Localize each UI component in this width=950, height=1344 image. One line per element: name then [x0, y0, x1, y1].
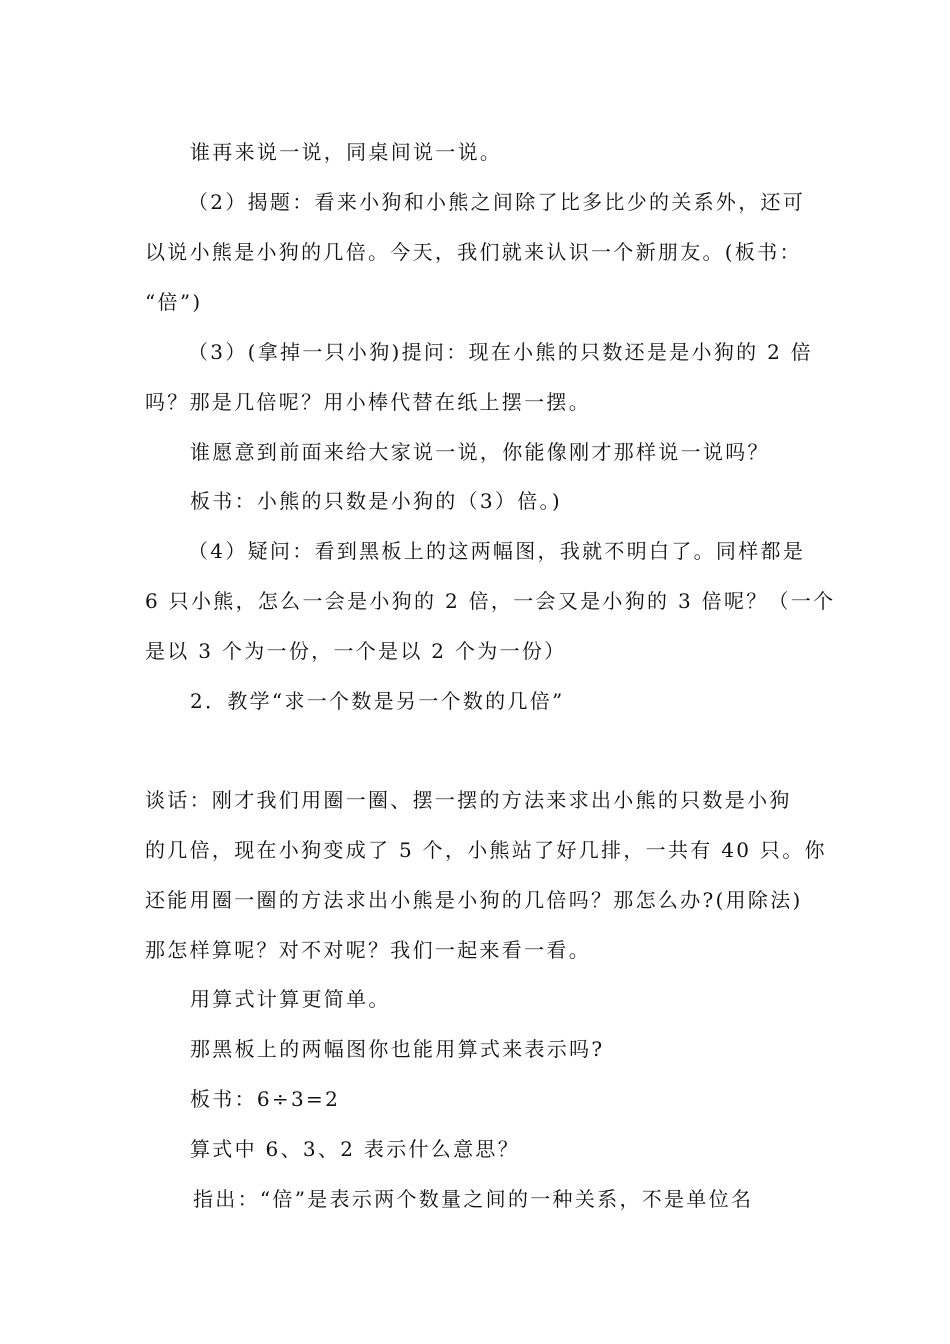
- section-heading: 2．教学“求一个数是另一个数的几倍”: [190, 689, 565, 713]
- paragraph-line: 以说小熊是小狗的几倍。今天，我们就来认识一个新朋友。(板书：: [145, 240, 802, 264]
- paragraph-line: 那怎样算呢？对不对呢？我们一起来看一看。: [145, 938, 591, 962]
- paragraph-line: 那黑板上的两幅图你也能用算式来表示吗?: [190, 1037, 605, 1061]
- paragraph-line: 吗？那是几倍呢？用小棒代替在纸上摆一摆。: [145, 390, 591, 414]
- paragraph-line: 算式中 6、3、2 表示什么意思？: [190, 1137, 520, 1161]
- paragraph-line: 谁愿意到前面来给大家说一说，你能像刚才那样说一说吗？: [190, 440, 770, 464]
- paragraph-line: 6 只小熊，怎么一会是小狗的 2 倍，一会又是小狗的 3 倍呢？（一个: [145, 589, 836, 613]
- paragraph-line: 是以 3 个为一份，一个是以 2 个为一份）: [145, 639, 567, 663]
- paragraph-line: （4）疑问：看到黑板上的这两幅图，我就不明白了。同样都是: [188, 539, 806, 563]
- paragraph-line: 板书：小熊的只数是小狗的（3）倍。): [190, 489, 562, 513]
- paragraph-line: 谈话：刚才我们用圈一圈、摆一摆的方法来求出小熊的只数是小狗: [145, 788, 792, 812]
- paragraph-line: 指出：“倍”是表示两个数量之间的一种关系，不是单位名: [193, 1187, 754, 1211]
- paragraph-line: 还能用圈一圈的方法求出小熊是小狗的几倍吗？那怎么办?(用除法): [145, 888, 803, 912]
- paragraph-line: “倍”): [145, 290, 203, 314]
- paragraph-line: 用算式计算更简单。: [190, 987, 391, 1011]
- paragraph-line: 板书：6÷3=2: [190, 1087, 341, 1111]
- paragraph-line: （3）(拿掉一只小狗)提问：现在小熊的只数还是是小狗的 2 倍: [188, 340, 814, 364]
- paragraph-line: 的几倍，现在小狗变成了 5 个，小熊站了好几排，一共有 40 只。你: [145, 838, 827, 862]
- paragraph-line: 谁再来说一说，同桌间说一说。: [190, 140, 503, 164]
- paragraph-line: （2）揭题：看来小狗和小熊之间除了比多比少的关系外，还可: [188, 190, 806, 214]
